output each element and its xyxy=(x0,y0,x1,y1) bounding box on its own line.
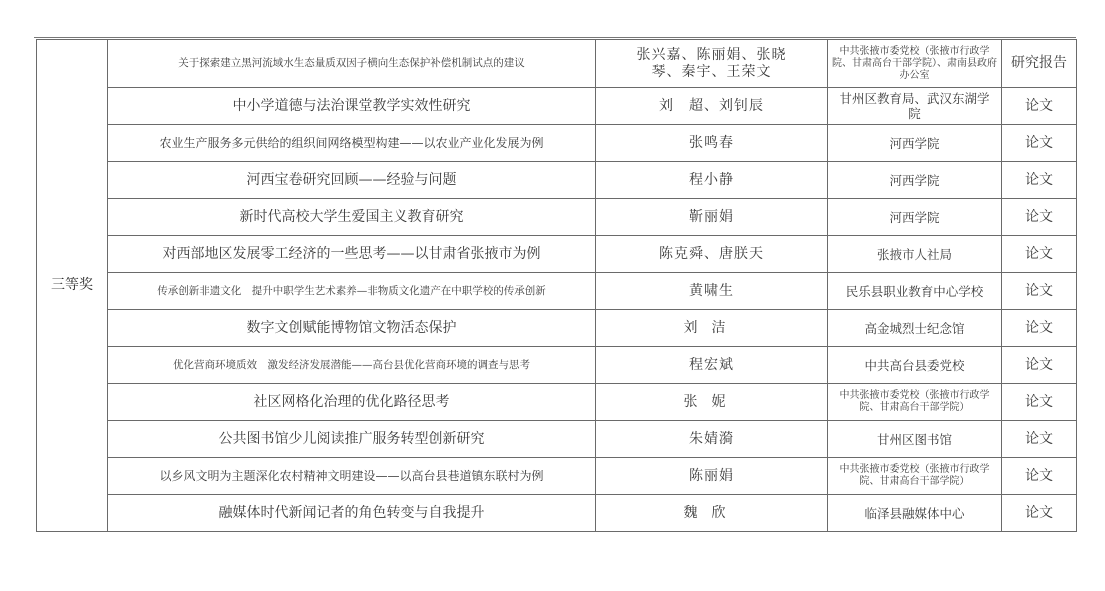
paper-title: 公共图书馆少儿阅读推广服务转型创新研究 xyxy=(108,421,596,458)
paper-authors: 靳丽娟 xyxy=(596,199,828,236)
author-unit: 河西学院 xyxy=(828,199,1002,236)
award-level-cell: 三等奖 xyxy=(37,40,108,532)
paper-type: 论文 xyxy=(1002,162,1077,199)
paper-authors: 黄啸生 xyxy=(596,273,828,310)
paper-title: 优化营商环境质效 激发经济发展潜能——高台县优化营商环境的调查与思考 xyxy=(108,347,596,384)
paper-type: 论文 xyxy=(1002,458,1077,495)
table-row xyxy=(37,162,1077,199)
paper-type: 论文 xyxy=(1002,495,1077,532)
paper-title: 中小学道德与法治课堂教学实效性研究 xyxy=(108,88,596,125)
author-unit: 临泽县融媒体中心 xyxy=(828,495,1002,532)
paper-authors: 朱婧漪 xyxy=(596,421,828,458)
paper-type: 论文 xyxy=(1002,88,1077,125)
paper-type: 论文 xyxy=(1002,310,1077,347)
table-row xyxy=(37,199,1077,236)
paper-title: 以乡风文明为主题深化农村精神文明建设——以高台县巷道镇东联村为例 xyxy=(108,458,596,495)
paper-type: 论文 xyxy=(1002,125,1077,162)
table-row xyxy=(37,125,1077,162)
table-row xyxy=(37,88,1077,125)
table-row xyxy=(37,40,1077,88)
table-top-border xyxy=(34,37,1076,38)
table-row xyxy=(37,273,1077,310)
paper-type: 论文 xyxy=(1002,199,1077,236)
author-unit: 中共高台县委党校 xyxy=(828,347,1002,384)
author-unit: 河西学院 xyxy=(828,162,1002,199)
table-row xyxy=(37,495,1077,532)
paper-type: 论文 xyxy=(1002,421,1077,458)
paper-title: 融媒体时代新闻记者的角色转变与自我提升 xyxy=(108,495,596,532)
paper-authors: 刘 超、刘钊辰 xyxy=(596,88,828,125)
author-unit: 民乐县职业教育中心学校 xyxy=(828,273,1002,310)
author-unit: 甘州区图书馆 xyxy=(828,421,1002,458)
author-unit: 高金城烈士纪念馆 xyxy=(828,310,1002,347)
paper-authors: 程宏斌 xyxy=(596,347,828,384)
paper-title: 新时代高校大学生爱国主义教育研究 xyxy=(108,199,596,236)
paper-authors: 程小静 xyxy=(596,162,828,199)
paper-title: 社区网格化治理的优化路径思考 xyxy=(108,384,596,421)
paper-type: 论文 xyxy=(1002,384,1077,421)
table-row xyxy=(37,458,1077,495)
paper-title: 对西部地区发展零工经济的一些思考——以甘肃省张掖市为例 xyxy=(108,236,596,273)
author-unit: 甘州区教育局、武汉东湖学院 xyxy=(828,88,1002,125)
paper-authors: 张妮 xyxy=(596,384,828,421)
paper-authors: 张兴嘉、陈丽娟、张晓琴、秦宇、王荣文 xyxy=(596,40,828,88)
paper-type: 论文 xyxy=(1002,347,1077,384)
paper-title: 农业生产服务多元供给的组织间网络模型构建——以农业产业化发展为例 xyxy=(108,125,596,162)
paper-authors: 刘洁 xyxy=(596,310,828,347)
table-row xyxy=(37,236,1077,273)
author-unit: 中共张掖市委党校（张掖市行政学院、甘肃高台干部学院）、肃南县政府办公室 xyxy=(828,40,1002,88)
paper-authors: 陈克舜、唐朕天 xyxy=(596,236,828,273)
table-row xyxy=(37,310,1077,347)
author-unit: 河西学院 xyxy=(828,125,1002,162)
paper-type: 论文 xyxy=(1002,273,1077,310)
paper-title: 数字文创赋能博物馆文物活态保护 xyxy=(108,310,596,347)
author-unit: 张掖市人社局 xyxy=(828,236,1002,273)
table-row xyxy=(37,347,1077,384)
table-row xyxy=(37,421,1077,458)
paper-type: 论文 xyxy=(1002,236,1077,273)
paper-authors: 陈丽娟 xyxy=(596,458,828,495)
paper-title: 关于探索建立黑河流域水生态量质双因子横向生态保护补偿机制试点的建议 xyxy=(108,40,596,88)
table-row xyxy=(37,384,1077,421)
paper-type: 研究报告 xyxy=(1002,40,1077,88)
paper-authors: 魏欣 xyxy=(596,495,828,532)
paper-authors: 张鸣春 xyxy=(596,125,828,162)
paper-title: 河西宝卷研究回顾——经验与问题 xyxy=(108,162,596,199)
paper-title: 传承创新非遗文化 提升中职学生艺术素养—非物质文化遗产在中职学校的传承创新 xyxy=(108,273,596,310)
award-table xyxy=(36,39,1077,532)
author-unit: 中共张掖市委党校（张掖市行政学院、甘肃高台干部学院） xyxy=(828,458,1002,495)
author-unit: 中共张掖市委党校（张掖市行政学院、甘肃高台干部学院） xyxy=(828,384,1002,421)
